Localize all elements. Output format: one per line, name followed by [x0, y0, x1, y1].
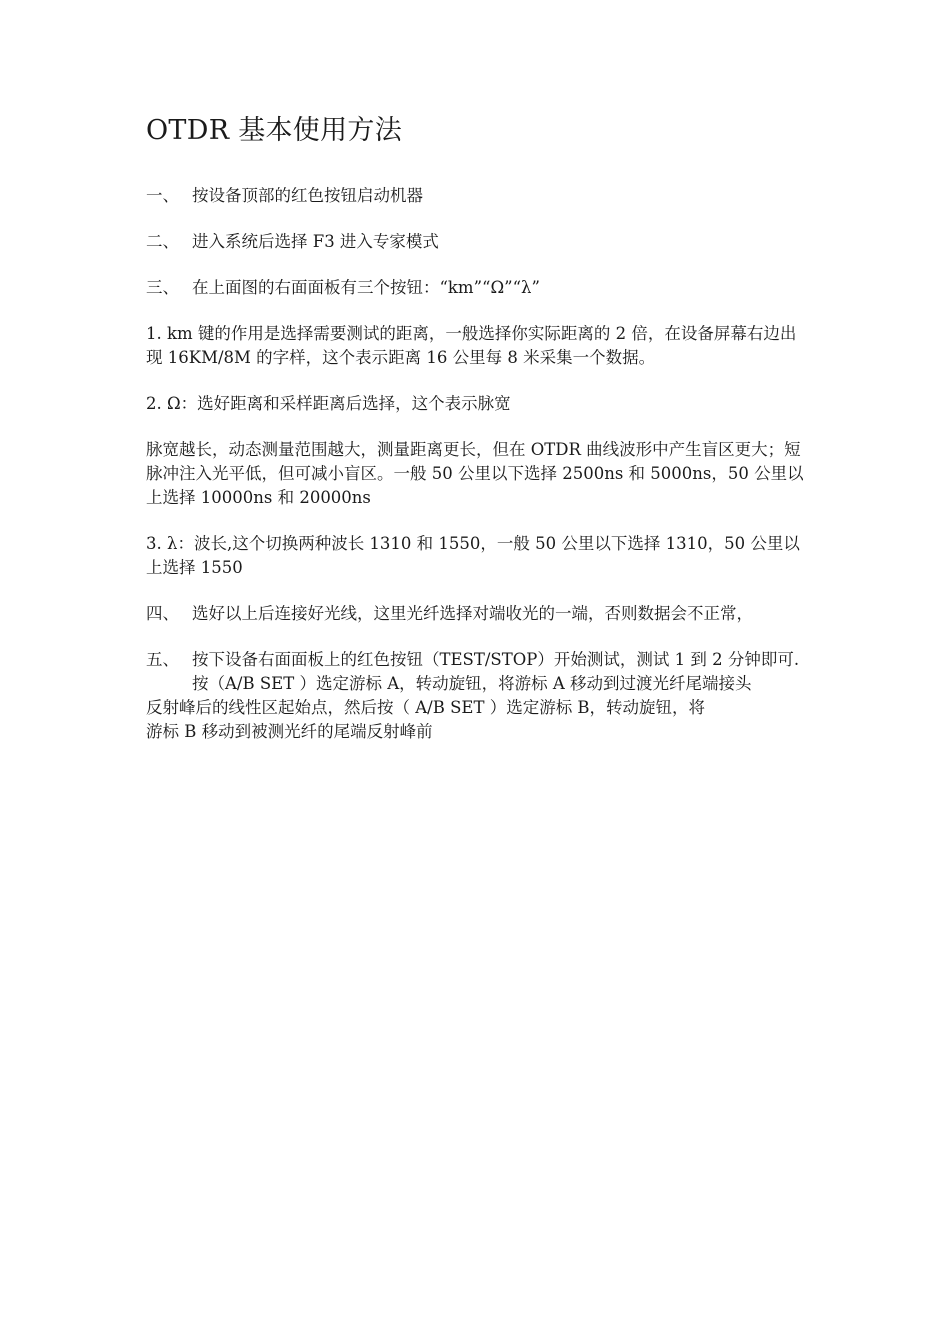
step-number: 一、: [146, 186, 179, 205]
continuation-line: 游标 B 移动到被测光纤的尾端反射峰前: [146, 722, 433, 741]
step-number: 四、: [146, 604, 179, 623]
step-text: 选好以上后连接好光线，这里光纤选择对端收光的一端，否则数据会不正常，: [192, 604, 753, 623]
step-4: [146, 602, 811, 626]
step-number: 五、: [146, 650, 179, 669]
step-text: 按设备顶部的红色按钮启动机器: [192, 186, 423, 205]
step-2: [146, 230, 811, 254]
document-title: OTDR 基本使用方法: [146, 115, 403, 146]
step-5: [146, 648, 811, 696]
step-text: 按下设备右面面板上的红色按钮（TEST/STOP）开始测试，测试 1 到 2 分钟即可. 按（A/B SET ）选定游标 A，转动旋钮，将游标 A 移动到过渡光纤尾端接头: [192, 650, 800, 693]
step-number: 三、: [146, 278, 179, 297]
pulse-width-note: 脉宽越长，动态测量范围越大，测量距离更长，但在 OTDR 曲线波形中产生盲区更大；短脉冲注入光平低，但可减小盲区。一般 50 公里以下选择 2500ns 和 5000ns，50 公里以上选择 10000ns 和 20000ns: [146, 440, 804, 507]
step-text: 在上面图的右面面板有三个按钮：“km”“Ω”“λ”: [192, 278, 540, 297]
item-pulse-width: 2. Ω：选好距离和采样距离后选择，这个表示脉宽: [146, 394, 511, 413]
continuation-line: 反射峰后的线性区起始点，然后按（ A/B SET ）选定游标 B，转动旋钮，将: [146, 698, 706, 717]
step-text: 进入系统后选择 F3 进入专家模式: [192, 232, 439, 251]
item-km-key: 1. km 键的作用是选择需要测试的距离，一般选择你实际距离的 2 倍，在设备屏幕右边出现 16KM/8M 的字样，这个表示距离 16 公里每 8 米采集一个数据。: [146, 324, 797, 367]
step-number: 二、: [146, 232, 179, 251]
step-1: [146, 184, 811, 208]
step-5-continuation: [146, 696, 811, 744]
step-3: [146, 276, 811, 300]
document-body: [146, 112, 811, 744]
item-wavelength: 3. λ：波长,这个切换两种波长 1310 和 1550，一般 50 公里以下选择 1310，50 公里以上选择 1550: [146, 534, 800, 577]
